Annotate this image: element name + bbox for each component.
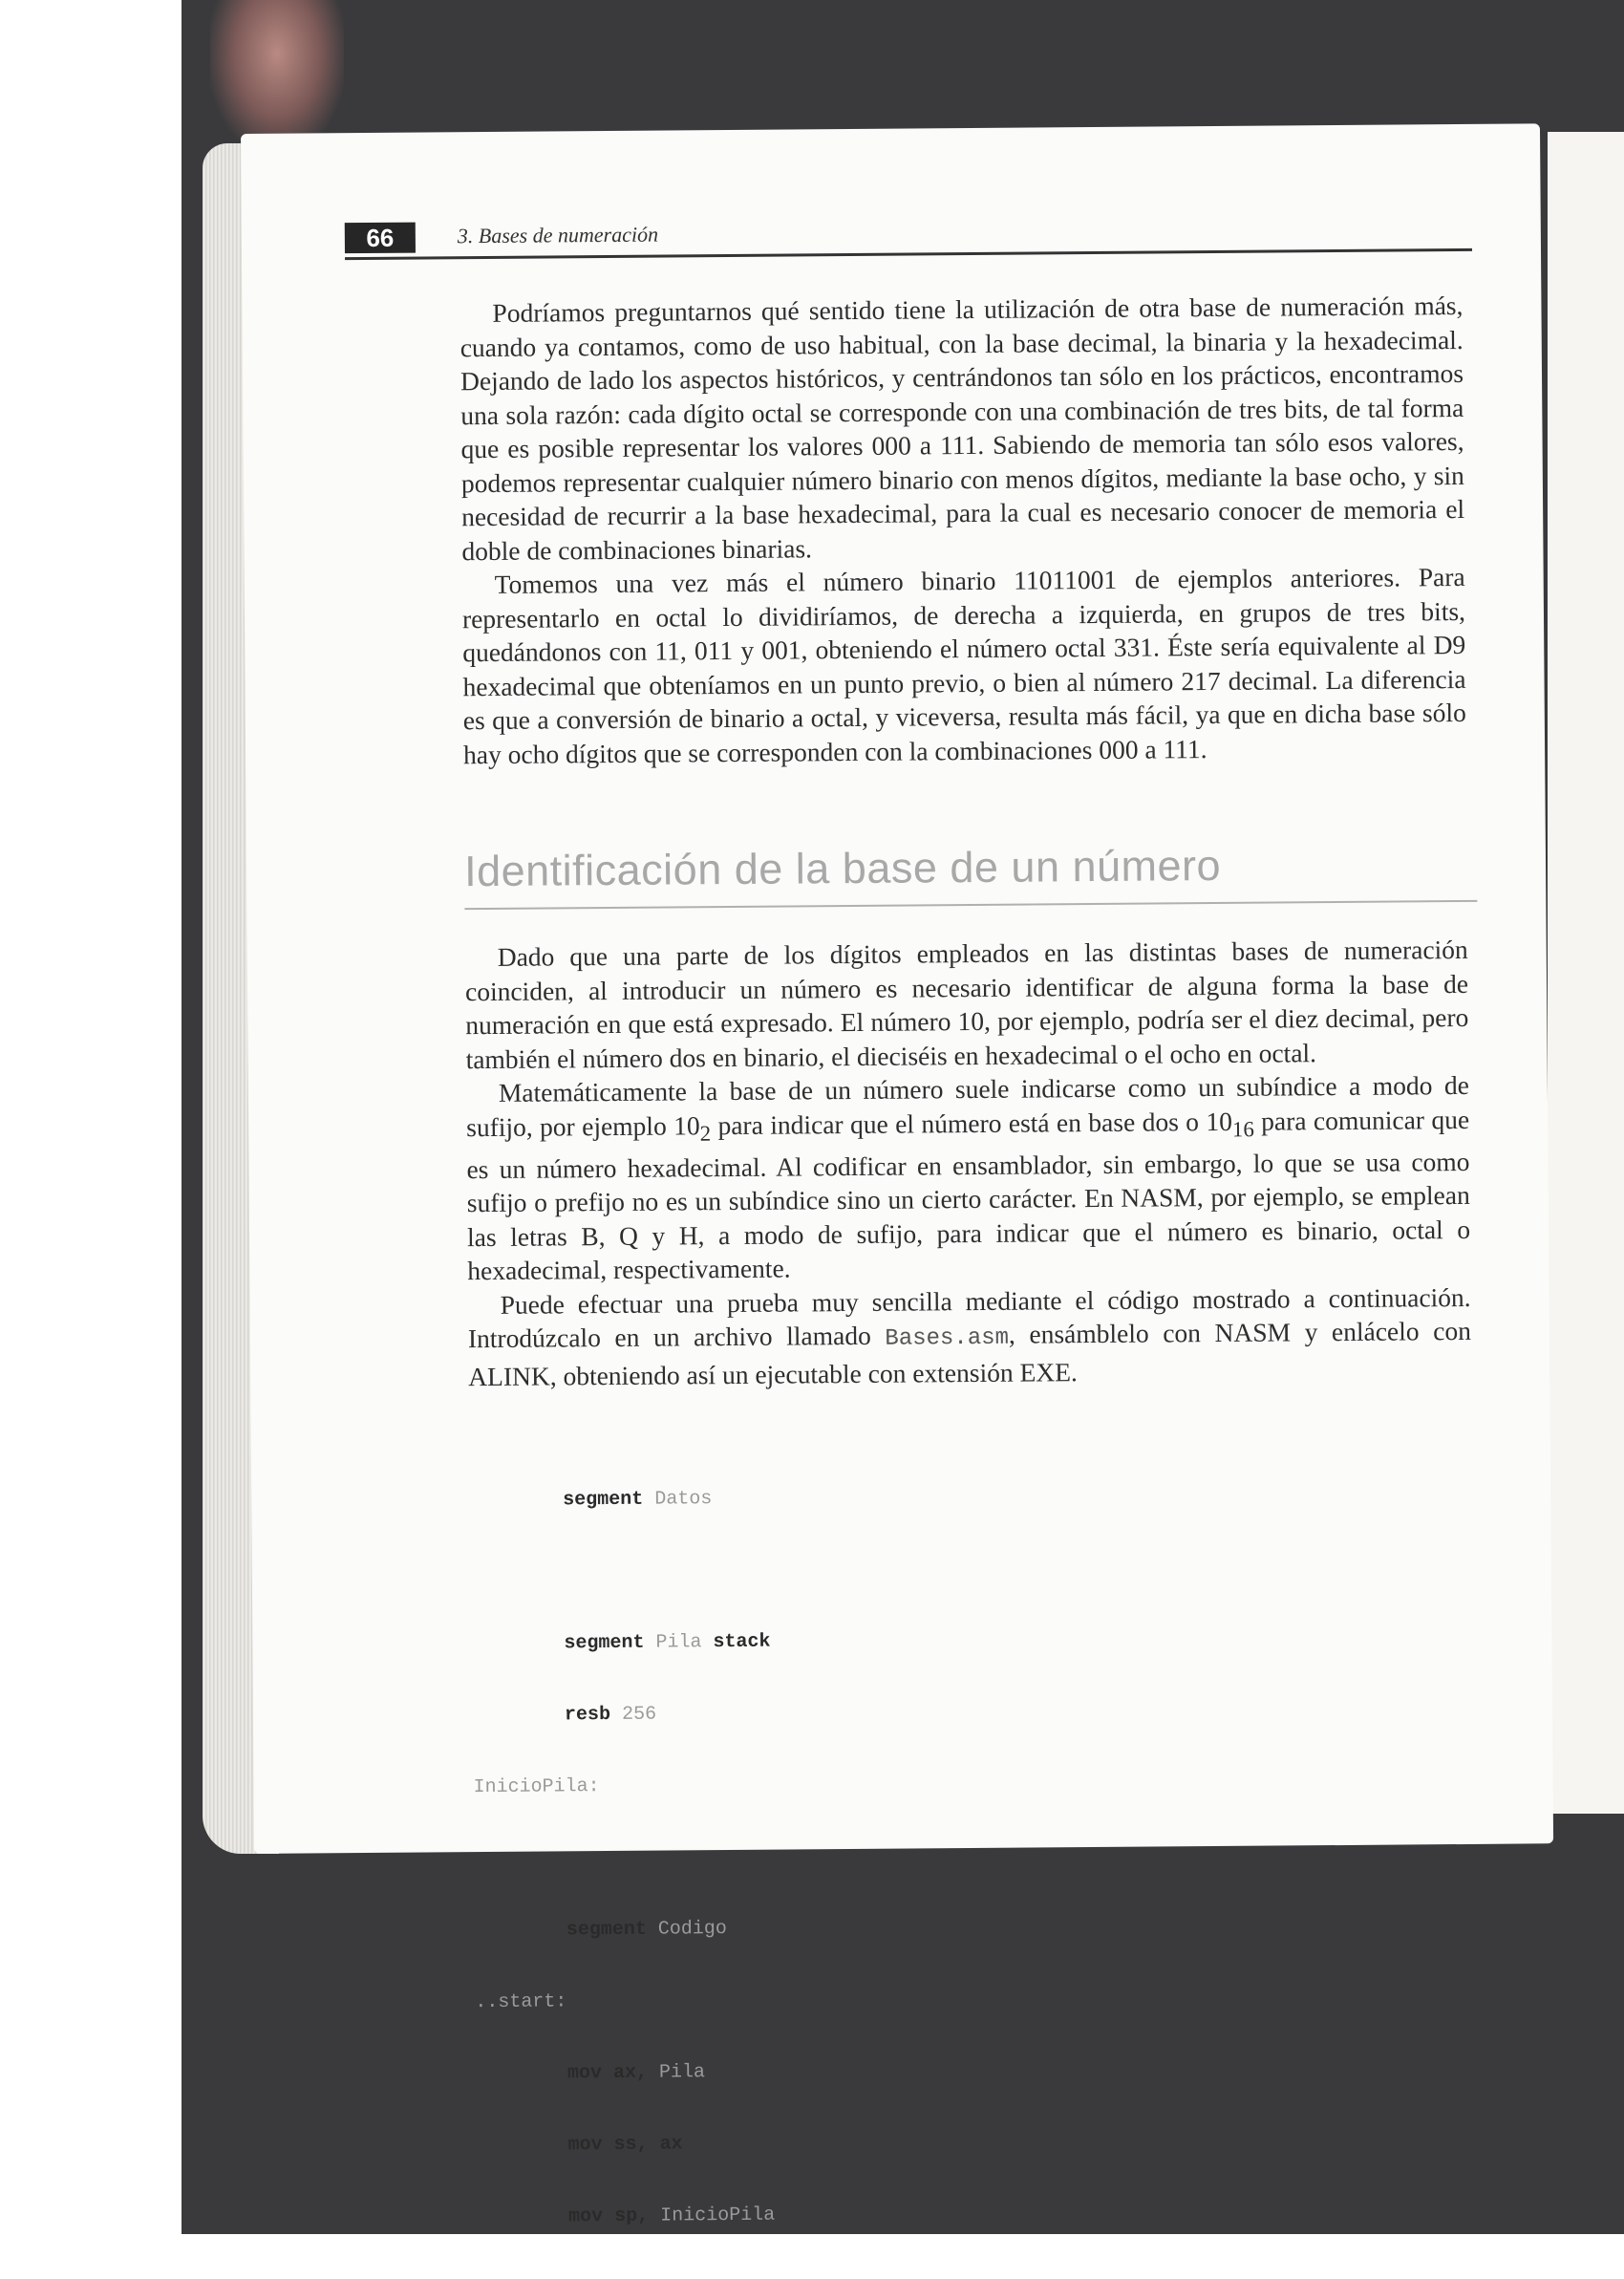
section-heading: Identificación de la base de un número [463,840,1222,896]
code-line [471,1483,1235,1513]
scan-margin [0,0,182,2234]
page-number: 66 [345,223,416,254]
code-line [473,1698,1237,1728]
code-line-blank [474,1841,1238,1871]
paragraph: Tomemos una vez más el número binario 11011001 de ejemplos anteriores. Para representarlo en octal lo dividiríamos, de derecha a izquierda, en grupos de tres bits, quedándonos con 11, 011 y 001, obteniendo el número octal 331. Éste sería equivalente al D9 hexadecimal que obteníamos en un punto previo, o bien al número 217 decimal. La diferencia es que a conversión de binario a octal, y viceversa, resulta más fácil, ya que en dicha base sólo hay ocho dígitos que se corresponden con la combinaciones 000 a 111. [461,561,1466,769]
code-label: ..start: [475,1990,567,2014]
paragraph: Podríamos preguntarnos qué sentido tiene la utilización de otra base de numeración más, cuando ya contamos, como de uso habitual, con la base decimal, la binaria y la hexadecimal. Dejando de lado los aspectos históricos, y centrándonos tan sólo en los prácticos, encontramos una sola razón: cada dígito octal se corresponde con una combinación de tres bits, de tal forma que es posible representar los valores 000 a 111. Sabiendo de memoria tan sólo esos valores, podemos representar cualquier número binario con menos dígitos, mediante la base ocho, y sin necesidad de recurrir a la base hexadecimal, para la cual es necesario conocer de memoria el doble de combinaciones binarias. [459,290,1465,566]
code-keyword: mov ax, [566,2061,649,2085]
body-text-section [465,933,1472,1393]
text-run: para comunicar que es un número hexadecimal. Al codificar en ensamblador, sin embargo, lo que se usa como sufijo o prefijo no es un subíndice sino un cierto carácter. En NASM, por ejemplo, se emplean las letras B, Q y H, a modo de sufijo, para indicar que el número es binario, octal o hexadecimal, respectivamente. [466,1104,1471,1286]
code-line [476,2128,1240,2158]
paragraph [466,1068,1471,1288]
paragraph: Dado que una parte de los dígitos empleados en las distintas bases de numeración coinciden, al introducir un número es necesario identificar de alguna forma la base de numeración en que está expresado. El número 10, por ejemplo, podría ser el diez decimal, pero también el número dos en binario, el dieciséis en hexadecimal o el ocho en octal. [464,934,1469,1074]
text-run: , ensámblelo con NASM y enlácelo con ALINK, obteniendo así un ejecutable con extensión EXE. [468,1315,1471,1391]
code-line-blank [472,1555,1236,1584]
code-keyword: segment [566,1918,647,1942]
body-text-top [459,289,1466,771]
code-label: InicioPila: [473,1775,600,1799]
code-keyword: segment [564,1631,645,1655]
chapter-title: 3. Bases de numeración [457,222,659,248]
code-line [472,1626,1236,1656]
code-identifier: ax [659,2133,683,2156]
thumb-shadow [210,0,344,153]
code-line [477,2200,1241,2229]
paragraph [467,1279,1471,1393]
code-keyword: stack [713,1630,771,1654]
code-keyword: segment [563,1488,644,1512]
code-identifier: InicioPila [660,2204,776,2227]
text-run: para indicar que el número está en base dos o 10 [710,1106,1233,1140]
section-rule [464,900,1477,910]
code-keyword: resb [564,1704,611,1727]
code-line [475,1985,1239,2014]
code-line [474,1770,1238,1799]
code-identifier: Pila [655,1631,702,1654]
code-line [476,2056,1240,2086]
code-keyword: mov sp, [568,2204,650,2228]
code-line [475,1913,1239,1943]
book-page [241,123,1553,2228]
text-run: Puede efectuar una prueba muy sencilla mediante el código mostrado a continuación. Introdúzcalo en un archivo llamado [467,1281,1471,1354]
code-listing [471,1435,1242,2277]
code-identifier: Datos [654,1488,713,1511]
text-run: Matemáticamente la base de un número suele indicarse como un subíndice a modo de sufijo, por ejemplo 10 [466,1069,1469,1142]
code-identifier: 256 [621,1703,657,1726]
running-header [345,214,1472,261]
code-keyword: mov ss, [567,2133,649,2157]
header-rule [345,248,1472,260]
code-identifier: Pila [658,2061,706,2084]
code-identifier: Codigo [657,1918,727,1941]
file-name: Bases.asm [885,1324,1010,1352]
facing-page-edge [1548,132,1624,1814]
subscript: 2 [699,1121,712,1146]
subscript: 16 [1231,1116,1254,1141]
